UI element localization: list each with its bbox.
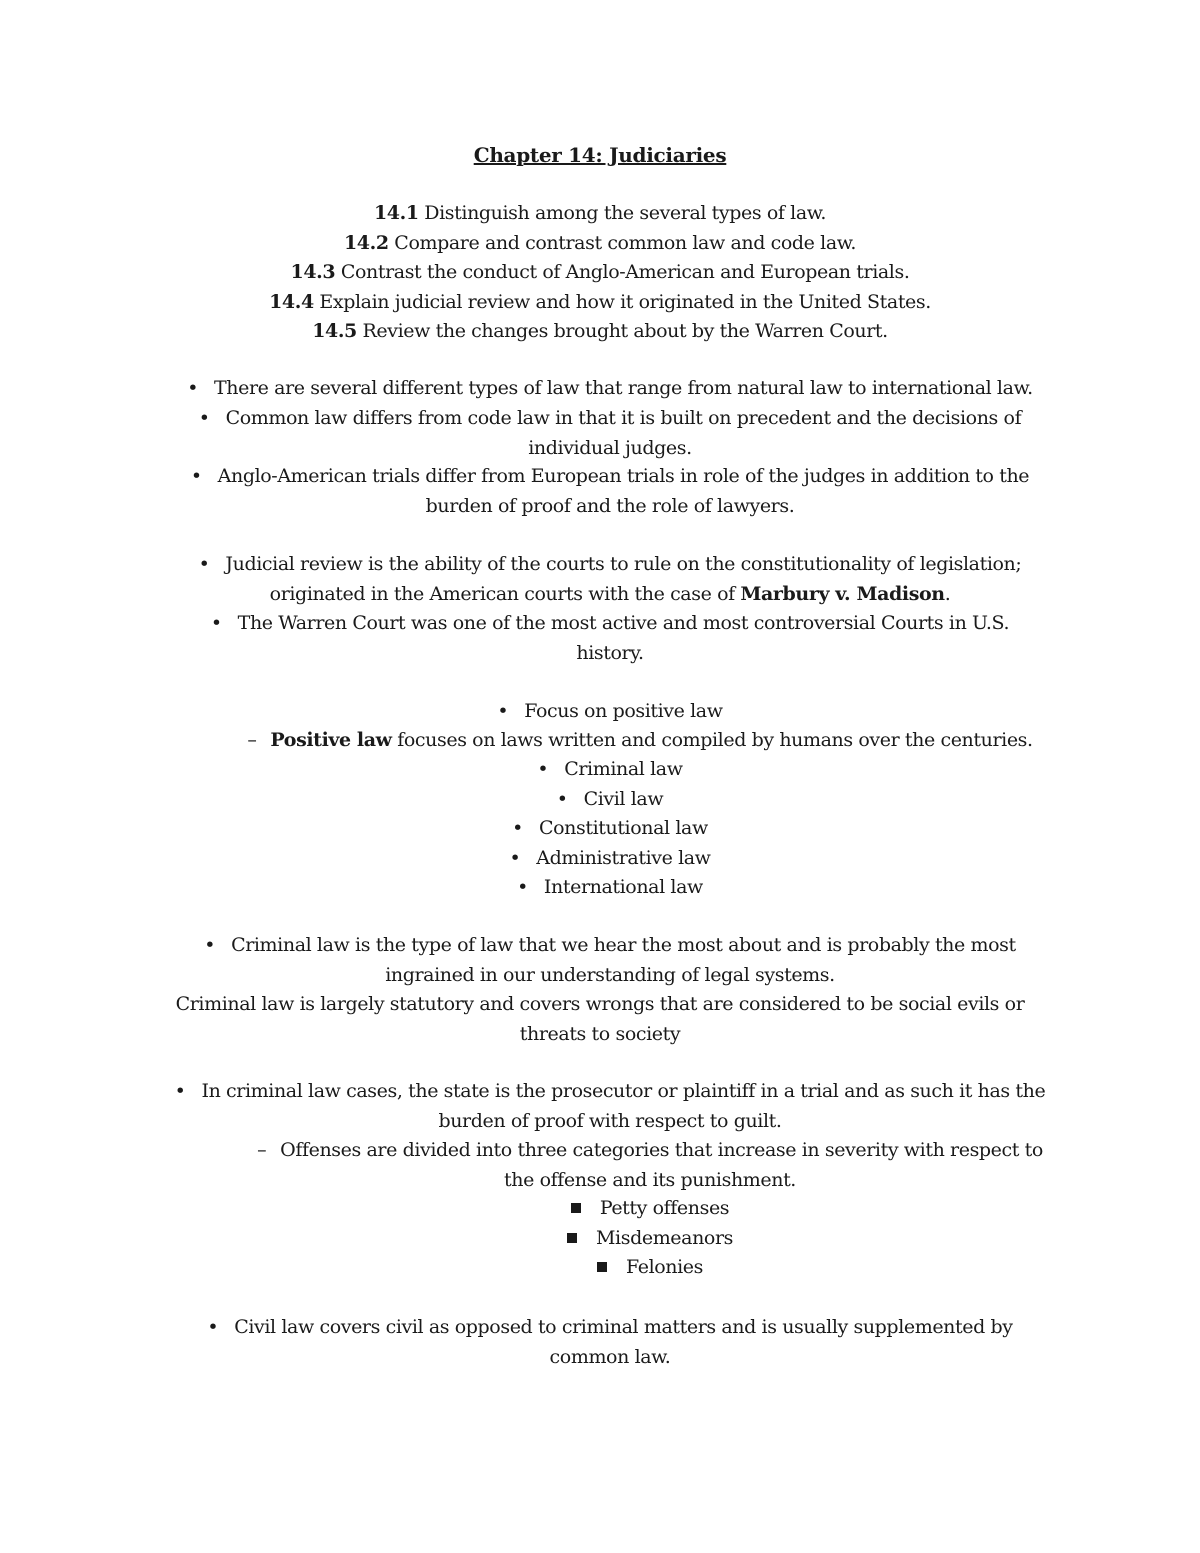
objective-item: 14.4 Explain judicial review and how it originated in the United States.: [269, 290, 931, 313]
criminal-law-paragraph: Criminal law is largely statutory and covers wrongs that are considered to be social evils or threats to society: [175, 993, 1025, 1045]
bullet-marker: •: [190, 465, 202, 487]
law-types-list: [400, 755, 820, 903]
bullet-marker: •: [198, 553, 210, 575]
list-item: • International law: [517, 876, 703, 898]
list-item: • Administrative law: [509, 846, 711, 869]
objective-item: 14.3 Contrast the conduct of Anglo-American and European trials.: [290, 261, 910, 283]
summary-bullet: • Anglo-American trials differ from European trials in role of the judges in addition to the burden of proof and the role of lawyers.: [160, 462, 1060, 521]
dash-marker: –: [257, 1139, 267, 1161]
bullet-marker: •: [207, 1316, 219, 1338]
offense-categories: – Offenses are divided into three categories that increase in severity with respect to the offense and its punishment.: [220, 1136, 1080, 1195]
list-item: • Criminal law: [537, 758, 683, 780]
criminal-cases-bullet: • In criminal law cases, the state is the prosecutor or plaintiff in a trial and as such it has the burden of proof with respect to guilt.: [150, 1077, 1070, 1136]
term-positive-law: Positive law: [270, 729, 392, 751]
bullet-marker: •: [497, 700, 509, 722]
bullet-marker: •: [198, 407, 210, 429]
square-bullet-icon: [571, 1203, 581, 1213]
list-item: Misdemeanors: [450, 1224, 850, 1254]
objective-item: 14.1 Distinguish among the several types of law.: [373, 202, 827, 224]
civil-law-bullet: • Civil law covers civil as opposed to criminal matters and is usually supplemented by common law.: [160, 1313, 1060, 1372]
case-name: Marbury v. Madison: [740, 582, 945, 605]
bullet-marker: •: [187, 377, 199, 399]
square-bullet-icon: [567, 1233, 577, 1243]
summary-bullet: • There are several different types of law that range from natural law to international law.: [160, 374, 1060, 404]
dash-marker: –: [247, 729, 257, 751]
objective-item: 14.5 Review the changes brought about by the Warren Court.: [312, 320, 888, 342]
objectives-list: [0, 199, 1200, 347]
chapter-title: Chapter 14: Judiciaries: [473, 143, 727, 167]
list-item: Felonies: [450, 1253, 850, 1283]
positive-law-definition: – Positive law focuses on laws written and compiled by humans over the centuries.: [200, 726, 1080, 756]
summary-bullet: • Judicial review is the ability of the courts to rule on the constitutionality of legislation; originated in the American courts with the case of Marbury v. Madison.: [160, 550, 1060, 609]
bullet-marker: •: [204, 934, 216, 956]
summary-bullet: • Common law differs from code law in that it is built on precedent and the decisions of individual judges.: [160, 404, 1060, 463]
square-bullet-icon: [597, 1262, 607, 1272]
bullet-marker: •: [174, 1080, 186, 1102]
summary-bullet: • The Warren Court was one of the most active and most controversial Courts in U.S. history.: [160, 609, 1060, 668]
list-item: Petty offenses: [450, 1194, 850, 1224]
offense-list: [450, 1194, 850, 1283]
list-item: • Constitutional law: [512, 817, 708, 839]
list-item: • Civil law: [556, 787, 664, 810]
criminal-law-bullet: • Criminal law is the type of law that we hear the most about and is probably the most ingrained in our understanding of legal systems.: [150, 931, 1070, 990]
positive-law-focus: • Focus on positive law: [400, 697, 820, 727]
objective-item: 14.2 Compare and contrast common law and code law.: [343, 231, 856, 254]
bullet-marker: •: [210, 612, 222, 634]
